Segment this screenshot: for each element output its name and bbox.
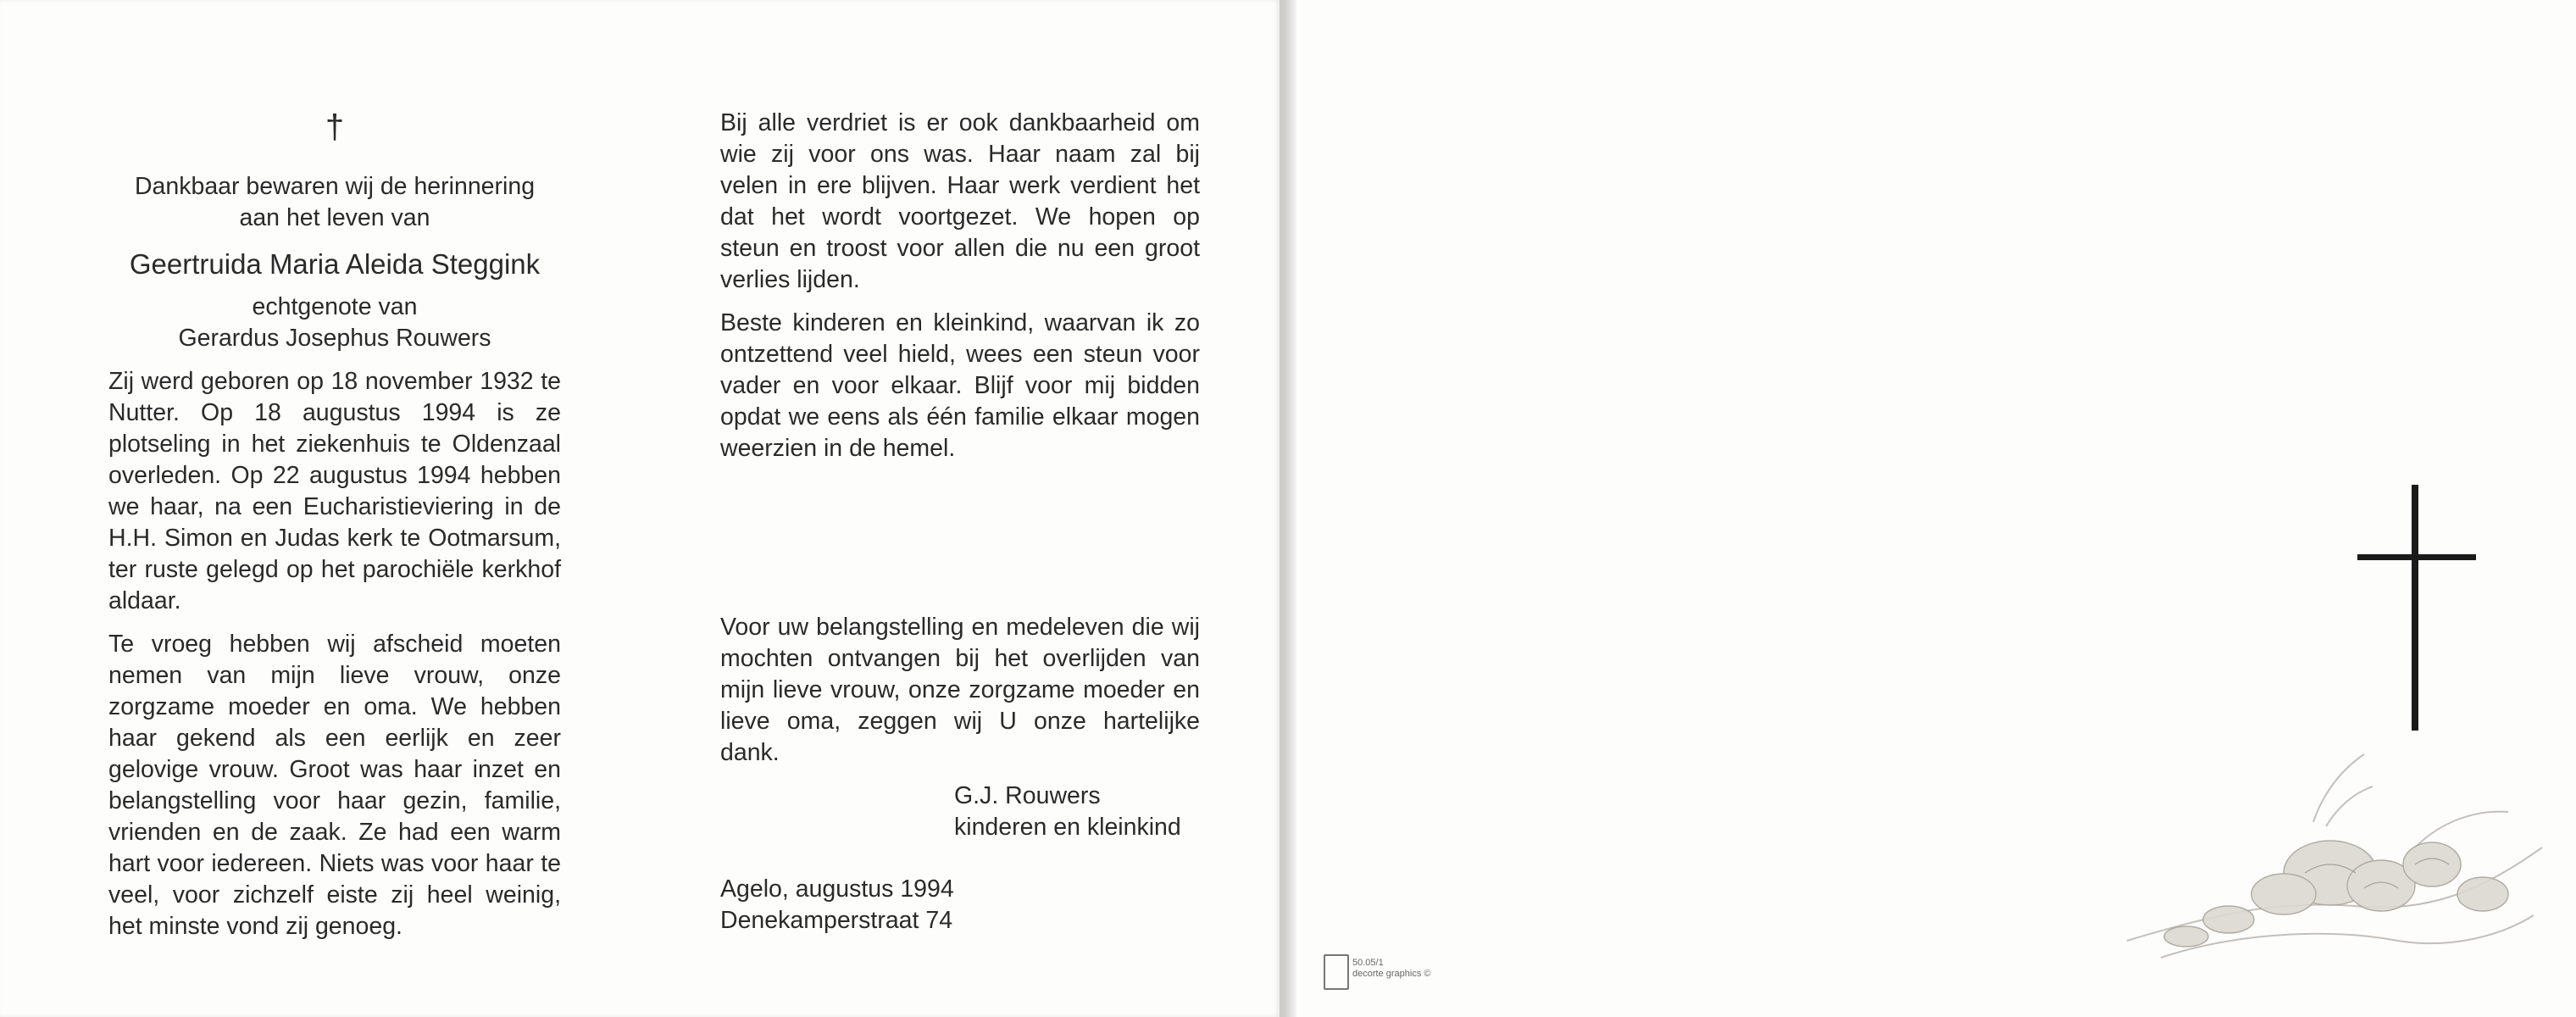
spouse-line-2: Gerardus Josephus Rouwers: [178, 325, 491, 352]
place-date: [720, 874, 1200, 936]
logo-brand: decorte graphics ©: [1352, 969, 1431, 979]
text-column-right: [720, 108, 1200, 936]
paragraph-biography: Zij werd geboren op 18 november 1932 te Nutter. Op 18 augustus 1994 is ze plotseling in het ziekenhuis te Oldenzaal overleden. Op 22 augustus 1994 hebben we haar, na een Eucharistieviering in de H.H. Simon en Judas kerk te Ootmarsum, ter ruste gelegd op het parochiële kerkhof aldaar.: [108, 368, 561, 614]
logo-code: 50.05/1: [1352, 958, 1384, 968]
small-cross-icon: †: [325, 108, 345, 146]
paragraph-children: Beste kinderen en kleinkind, waarvan ik zo ontzettend veel hield, wees een steun voor vader en voor elkaar. Blijf voor mij bidden opdat we eens als één familie elkaar mogen weerzien in de hemel.: [720, 309, 1200, 462]
intro-line-1: Dankbaar bewaren wij de herinnering: [134, 173, 536, 200]
signature: [954, 781, 1200, 843]
paragraph-remembrance: Te vroeg hebben wij afscheid moeten nemen van mijn lieve vrouw, onze zorgzame moeder en oma. We hebben haar gekend als een eerlijk en zeer gelovige vrouw. Groot was haar inzet en belangstelling voor haar gezin, familie, vrienden en de zaak. Ze had een warm hart voor iedereen. Niets was voor haar te veel, voor zichzelf eiste zij heel weinig, het minste vond zij genoeg.: [108, 631, 561, 940]
large-cross-icon: [2357, 485, 2476, 731]
signature-line-2: kinderen en kleinkind: [954, 814, 1181, 841]
intro: [108, 171, 561, 234]
printer-logo-icon: [1324, 954, 1349, 990]
spouse-info: [108, 292, 561, 354]
paragraph-thanks: Voor uw belangstelling en medeleven die wij mochten ontvangen bij het overlijden van mijn lieve vrouw, onze zorgzame moeder en lieve oma, zeggen wij U onze hartelijke dank.: [720, 614, 1200, 766]
card-fold: [1285, 0, 1296, 1017]
text-column-left: [108, 107, 561, 954]
deceased-name: Geertruida Maria Aleida Steggink: [129, 248, 541, 280]
spouse-line-1: echtgenote van: [252, 293, 418, 320]
signature-line-1: G.J. Rouwers: [954, 782, 1101, 809]
flower-illustration: [2110, 746, 2551, 975]
place-date-line-2: Denekamperstraat 74: [720, 907, 953, 934]
paragraph-gratitude: Bij alle verdriet is er ook dankbaarheid om wie zij voor ons was. Haar naam zal bij velen in ere blijven. Haar werk verdient het dat het wordt voortgezet. We hopen op steun en troost voor allen die nu een groot verlies lijden.: [720, 109, 1200, 293]
place-date-line-1: Agelo, augustus 1994: [720, 875, 954, 903]
left-card-page: [0, 0, 1285, 1017]
printer-logo-text: [1352, 958, 1431, 980]
intro-line-2: aan het leven van: [239, 204, 430, 231]
printer-logo: [1324, 953, 1476, 990]
